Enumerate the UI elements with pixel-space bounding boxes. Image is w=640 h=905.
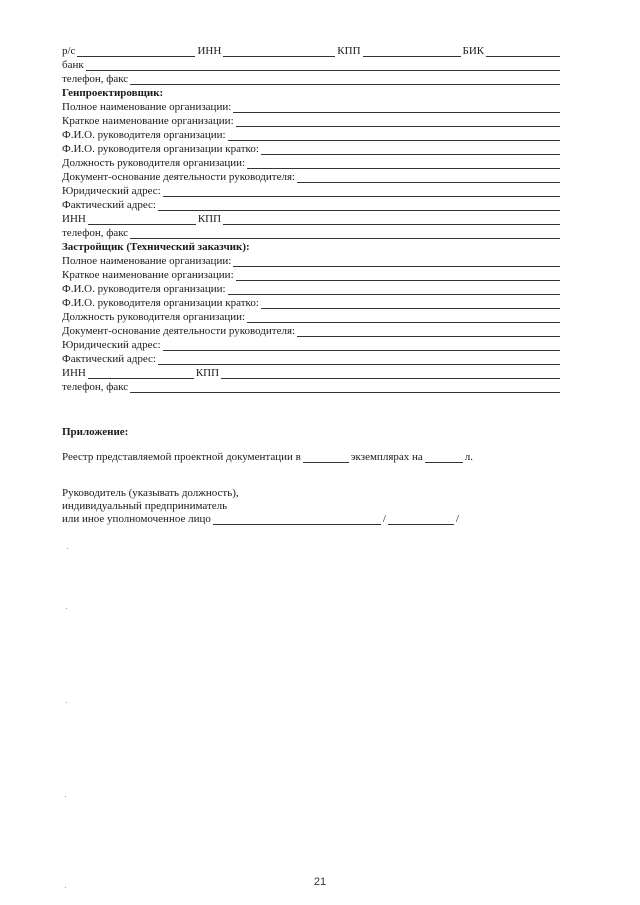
- dv-legal-address-row: [62, 339, 562, 352]
- gp-phone-field[interactable]: [130, 229, 560, 239]
- bank-phone-row: [62, 73, 562, 86]
- signature-field[interactable]: [213, 515, 381, 525]
- signature-slash-1: /: [382, 513, 386, 525]
- dv-head-fio-label: Ф.И.О. руководителя организации:: [62, 283, 226, 295]
- registry-suffix: л.: [464, 451, 474, 463]
- page-number: 21: [313, 876, 327, 888]
- signature-line-1: Руководитель (указывать должность),: [62, 487, 239, 499]
- dv-head-fio-row: [62, 283, 562, 296]
- gp-kpp-label: КПП: [197, 213, 222, 225]
- dv-full-name-row: [62, 255, 562, 268]
- gp-head-fio-field[interactable]: [228, 131, 560, 141]
- registry-middle: экземплярах на: [350, 451, 423, 463]
- dv-phone-row: [62, 381, 562, 394]
- gp-kpp-field[interactable]: [223, 215, 560, 225]
- dv-head-position-label: Должность руководителя организации:: [62, 311, 246, 323]
- bank-phone-field[interactable]: [130, 75, 560, 85]
- gp-short-name-label: Краткое наименование организации:: [62, 115, 234, 127]
- dv-legal-address-label: Юридический адрес:: [62, 339, 161, 351]
- bank-row: [62, 59, 562, 72]
- inn-label: ИНН: [197, 45, 222, 57]
- bank-phone-label: телефон, факс: [62, 73, 129, 85]
- dv-short-name-label: Краткое наименование организации:: [62, 269, 234, 281]
- dv-actual-address-field[interactable]: [158, 355, 560, 365]
- gp-legal-address-row: [62, 185, 562, 198]
- bik-label: БИК: [462, 45, 485, 57]
- kpp-label: КПП: [337, 45, 361, 57]
- dv-inn-kpp-row: [62, 367, 562, 380]
- dv-phone-field[interactable]: [130, 383, 560, 393]
- gp-full-name-field[interactable]: [233, 103, 560, 113]
- gp-actual-address-field[interactable]: [158, 201, 560, 211]
- registry-prefix: Реестр представляемой проектной документации в: [62, 451, 301, 463]
- registry-row: [62, 451, 502, 464]
- gp-legal-address-field[interactable]: [163, 187, 560, 197]
- kpp-field[interactable]: [363, 47, 461, 57]
- signature-slash-2: /: [455, 513, 459, 525]
- scan-speck: [65, 796, 66, 797]
- bank-field[interactable]: [86, 61, 560, 71]
- signature-row: [62, 513, 492, 526]
- bank-label: банк: [62, 59, 84, 71]
- gp-basis-doc-row: [62, 171, 562, 184]
- dv-inn-label: ИНН: [62, 367, 86, 379]
- gp-head-position-field[interactable]: [247, 159, 560, 169]
- dv-kpp-label: КПП: [195, 367, 220, 379]
- appendix-heading: Приложение:: [62, 426, 129, 438]
- genproject-heading: Генпроектировщик:: [62, 87, 164, 99]
- dv-head-fio-short-row: [62, 297, 562, 310]
- dv-basis-doc-row: [62, 325, 562, 338]
- dv-kpp-field[interactable]: [221, 369, 560, 379]
- rs-row: [62, 45, 562, 58]
- gp-head-position-label: Должность руководителя организации:: [62, 157, 246, 169]
- gp-head-fio-label: Ф.И.О. руководителя организации:: [62, 129, 226, 141]
- gp-basis-doc-field[interactable]: [297, 173, 560, 183]
- dv-short-name-field[interactable]: [236, 271, 560, 281]
- signature-line-3: или иное уполномоченное лицо: [62, 513, 211, 525]
- dv-basis-doc-field[interactable]: [297, 327, 560, 337]
- gp-short-name-row: [62, 115, 562, 128]
- gp-head-position-row: [62, 157, 562, 170]
- gp-head-fio-short-row: [62, 143, 562, 156]
- gp-basis-doc-label: Документ-основание деятельности руководителя:: [62, 171, 296, 183]
- gp-inn-kpp-row: [62, 213, 562, 226]
- bik-field[interactable]: [486, 47, 560, 57]
- dv-head-position-row: [62, 311, 562, 324]
- developer-heading: Застройщик (Технический заказчик):: [62, 241, 250, 253]
- gp-head-fio-short-field[interactable]: [261, 145, 560, 155]
- inn-field[interactable]: [223, 47, 335, 57]
- dv-actual-address-label: Фактический адрес:: [62, 353, 156, 365]
- gp-inn-field[interactable]: [88, 215, 196, 225]
- dv-full-name-field[interactable]: [233, 257, 560, 267]
- dv-short-name-row: [62, 269, 562, 282]
- gp-head-fio-short-label: Ф.И.О. руководителя организации кратко:: [62, 143, 259, 155]
- gp-full-name-label: Полное наименование организации:: [62, 101, 232, 113]
- dv-head-fio-short-label: Ф.И.О. руководителя организации кратко:: [62, 297, 259, 309]
- rs-field[interactable]: [77, 47, 195, 57]
- signature-line-2: индивидуальный предприниматель: [62, 500, 228, 512]
- dv-full-name-label: Полное наименование организации:: [62, 255, 232, 267]
- gp-actual-address-row: [62, 199, 562, 212]
- dv-head-fio-field[interactable]: [228, 285, 560, 295]
- copies-field[interactable]: [303, 453, 349, 463]
- signature-name-field[interactable]: [388, 515, 454, 525]
- rs-label: р/с: [62, 45, 76, 57]
- gp-full-name-row: [62, 101, 562, 114]
- dv-head-fio-short-field[interactable]: [261, 299, 560, 309]
- gp-actual-address-label: Фактический адрес:: [62, 199, 156, 211]
- dv-phone-label: телефон, факс: [62, 381, 129, 393]
- sheets-field[interactable]: [425, 453, 463, 463]
- gp-head-fio-row: [62, 129, 562, 142]
- gp-legal-address-label: Юридический адрес:: [62, 185, 161, 197]
- scan-speck: [66, 702, 67, 703]
- gp-short-name-field[interactable]: [236, 117, 560, 127]
- dv-head-position-field[interactable]: [247, 313, 560, 323]
- scan-speck: [66, 608, 67, 609]
- dv-actual-address-row: [62, 353, 562, 366]
- gp-phone-row: [62, 227, 562, 240]
- gp-phone-label: телефон, факс: [62, 227, 129, 239]
- dv-inn-field[interactable]: [88, 369, 194, 379]
- dv-basis-doc-label: Документ-основание деятельности руководителя:: [62, 325, 296, 337]
- gp-inn-label: ИНН: [62, 213, 86, 225]
- scan-speck: [67, 548, 68, 549]
- dv-legal-address-field[interactable]: [163, 341, 560, 351]
